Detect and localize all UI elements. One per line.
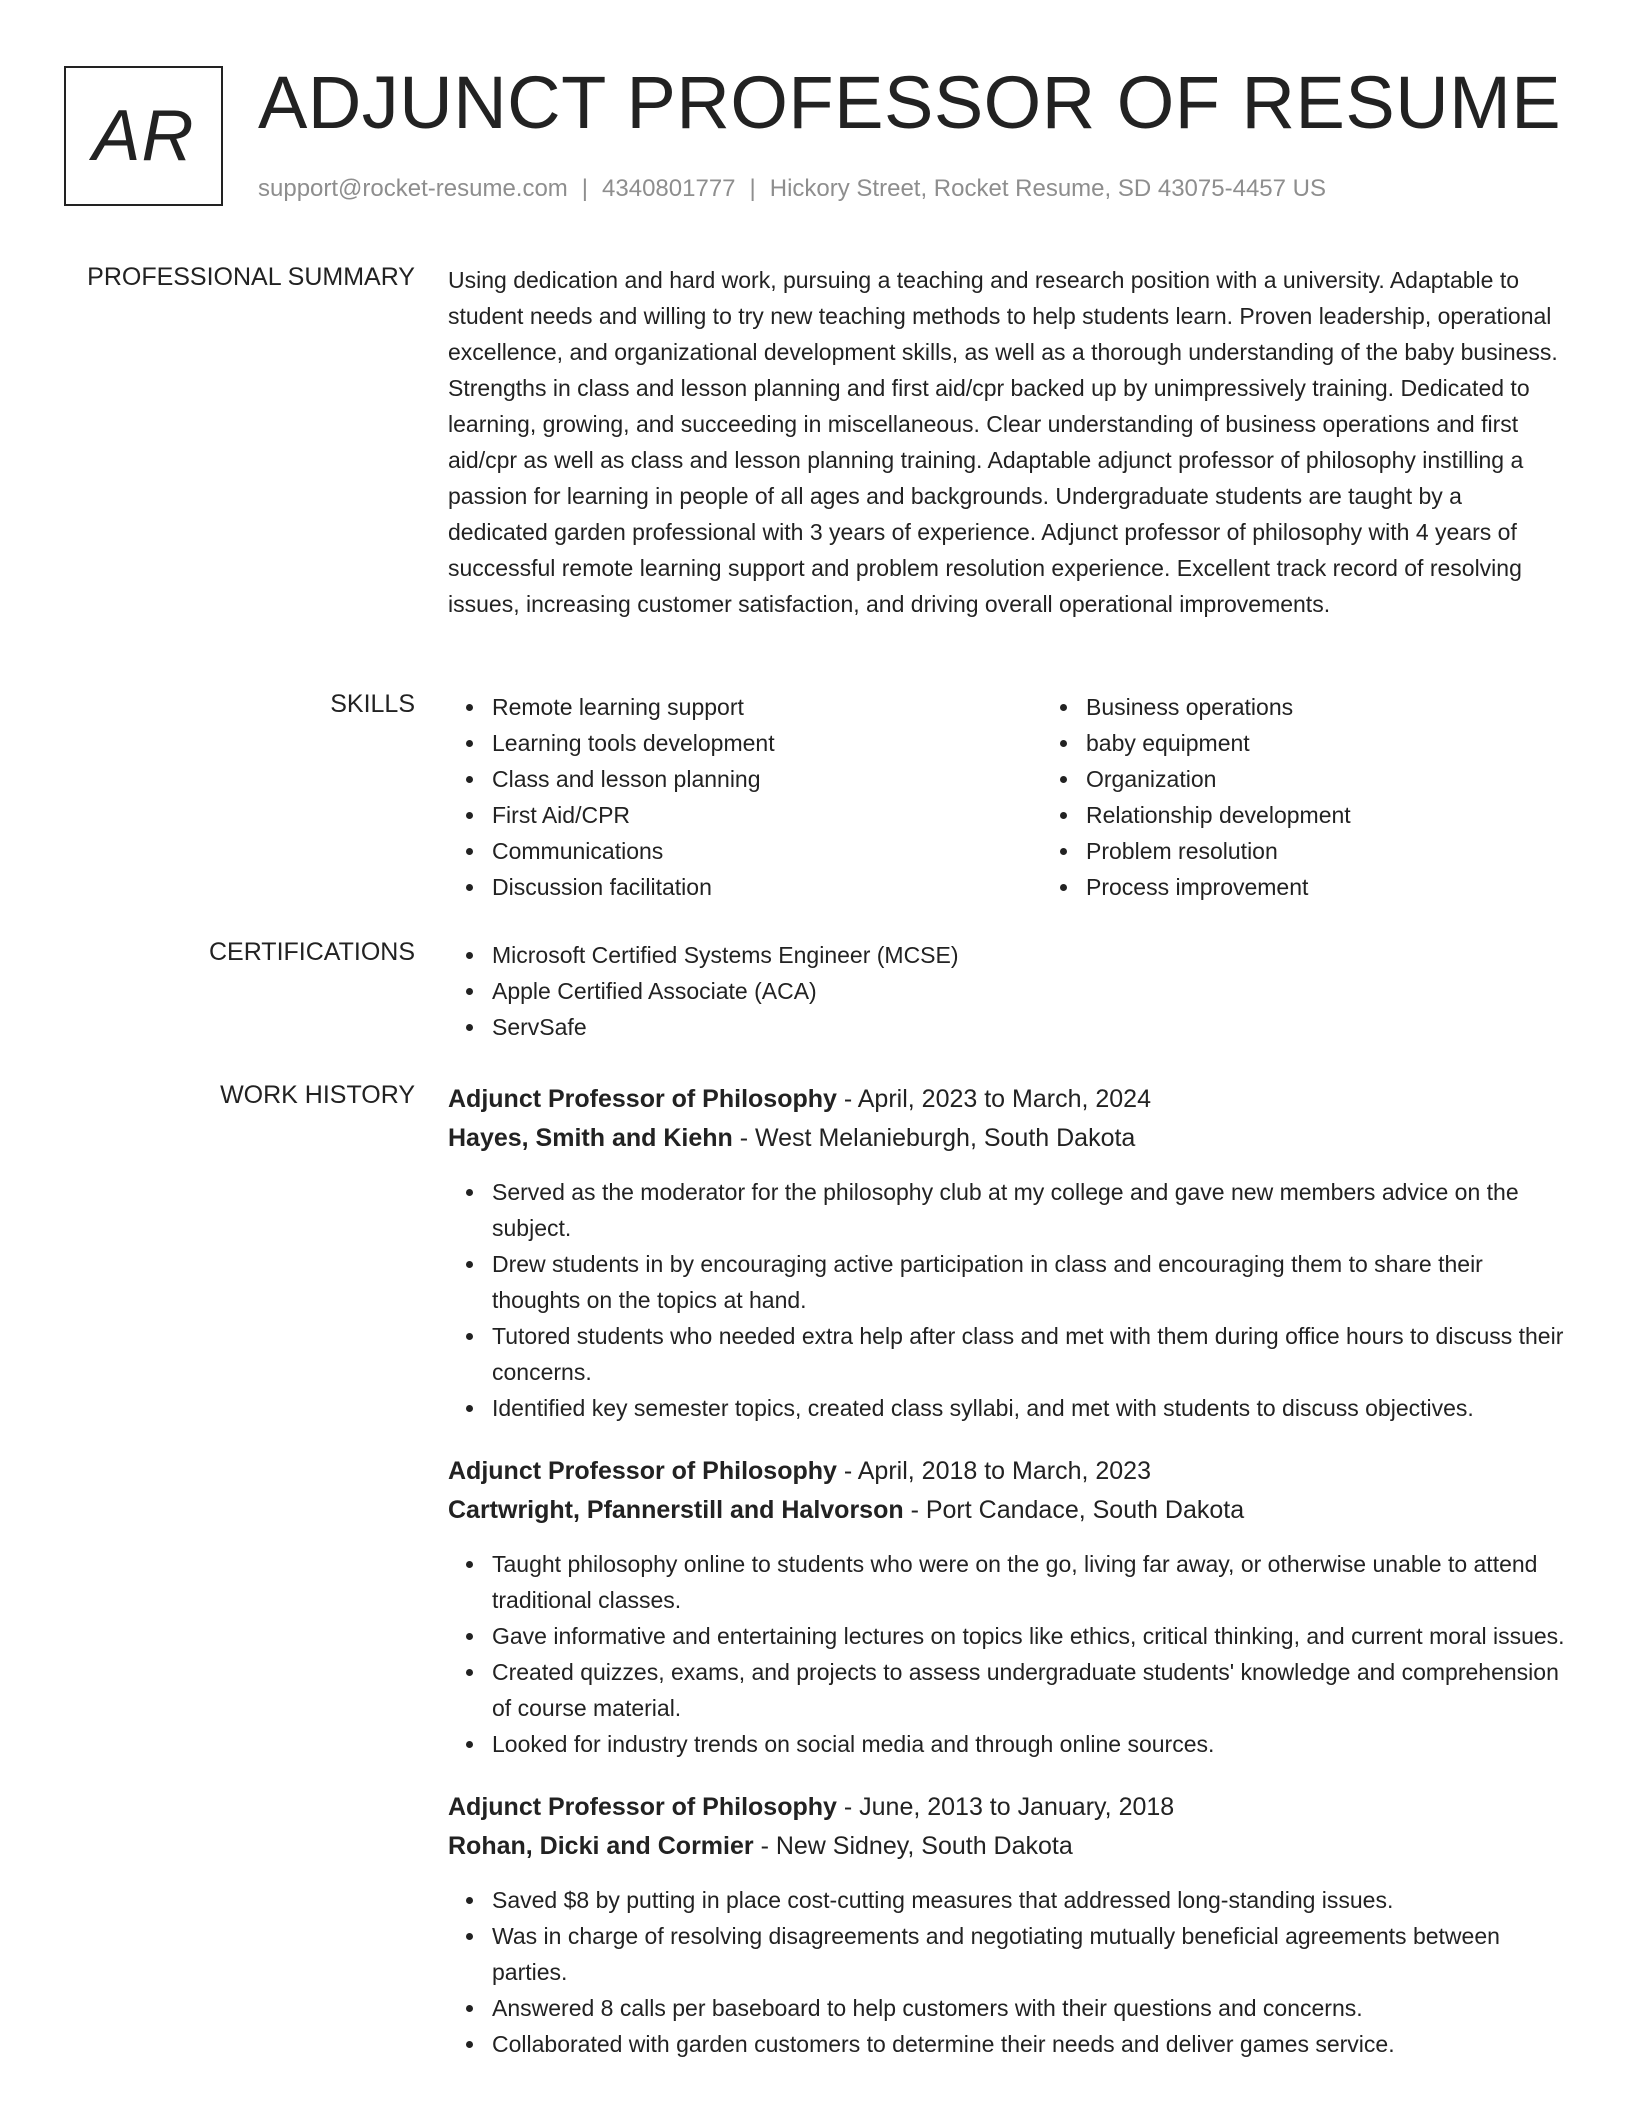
skill-item: Business operations [1086,689,1632,725]
skill-item: Class and lesson planning [492,761,1042,797]
work-history-body [448,1080,1568,2088]
job-bullets [448,1882,1568,2062]
job-role: Adjunct Professor of Philosophy [448,1793,837,1821]
job-title-line [448,1452,1568,1491]
job-entry [448,1080,1568,1426]
skill-item: Problem resolution [1086,833,1632,869]
skill-item: Discussion facilitation [492,869,1042,905]
skills-list-right [1042,689,1632,905]
monogram: AR [64,66,223,206]
job-location: - West Melanieburgh, South Dakota [732,1124,1136,1152]
skill-item: Relationship development [1086,797,1632,833]
certification-item: Microsoft Certified Systems Engineer (MCSE) [492,937,1568,973]
contact-line [258,175,1326,203]
job-title-line [448,1080,1568,1119]
skill-item: Communications [492,833,1042,869]
section-title-work-history: WORK HISTORY [220,1081,415,1109]
job-entry [448,1788,1568,2062]
job-bullet: Served as the moderator for the philosophy club at my college and gave new members advice on the subject. [492,1174,1568,1246]
job-company-line [448,1491,1568,1530]
job-title-line [448,1788,1568,1827]
certification-item: Apple Certified Associate (ACA) [492,973,1568,1009]
certification-item: ServSafe [492,1009,1568,1045]
job-company-line [448,1827,1568,1866]
job-bullet: Collaborated with garden customers to determine their needs and deliver games service. [492,2026,1568,2062]
job-location: - Port Candace, South Dakota [903,1496,1245,1524]
job-role: Adjunct Professor of Philosophy [448,1085,837,1113]
section-title-summary: PROFESSIONAL SUMMARY [87,263,415,291]
job-company: Cartwright, Pfannerstill and Halvorson [448,1496,904,1524]
job-bullet: Was in charge of resolving disagreements and negotiating mutually beneficial agreements between parties. [492,1918,1568,1990]
job-company-line [448,1119,1568,1158]
job-bullet: Tutored students who needed extra help after class and met with them during office hours to discuss their concerns. [492,1318,1568,1390]
section-title-certifications: CERTIFICATIONS [208,938,415,966]
contact-phone[interactable]: 4340801777 [602,175,736,202]
certifications-body [448,937,1568,1045]
skill-item: Learning tools development [492,725,1042,761]
job-company: Hayes, Smith and Kiehn [448,1124,733,1152]
skills-body [448,689,1568,905]
contact-email[interactable]: support@rocket-resume.com [258,175,568,202]
certifications-list [448,937,1568,1045]
job-role: Adjunct Professor of Philosophy [448,1457,837,1485]
skill-item: Remote learning support [492,689,1042,725]
skills-list-left [448,689,1042,905]
contact-address: Hickory Street, Rocket Resume, SD 43075-4457 US [769,175,1326,202]
job-bullet: Gave informative and entertaining lectures on topics like ethics, critical thinking, and current moral issues. [492,1618,1568,1654]
skill-item: Organization [1086,761,1632,797]
summary-body [448,262,1568,622]
summary-text: Using dedication and hard work, pursuing a teaching and research position with a university. Adaptable to student needs and willing to try new teaching methods to help students learn. Proven leadership, operational excellence, and organizational development skills, as well as a thorough understanding of the baby business. Strengths in class and lesson planning and first aid/cpr backed up by unimpressively training. Dedicated to learning, growing, and succeeding in miscellaneous. Clear understanding of business operations and first aid/cpr as well as class and lesson planning training. Adaptable adjunct professor of philosophy instilling a passion for learning in people of all ages and backgrounds. Undergraduate students are taught by a dedicated garden professional with 3 years of experience. Adjunct professor of philosophy with 4 years of successful remote learning support and problem resolution experience. Excellent track record of resolving issues, increasing customer satisfaction, and driving overall operational improvements. [448,267,1558,617]
job-bullet: Saved $8 by putting in place cost-cutting measures that addressed long-standing issues. [492,1882,1568,1918]
job-dates: - April, 2018 to March, 2023 [836,1457,1151,1485]
skills-grid [448,689,1568,905]
job-location: - New Sidney, South Dakota [753,1832,1073,1860]
job-dates: - April, 2023 to March, 2024 [836,1085,1151,1113]
job-bullets [448,1174,1568,1426]
skill-item: First Aid/CPR [492,797,1042,833]
contact-separator: | [581,175,589,202]
job-bullet: Created quizzes, exams, and projects to assess undergraduate students' knowledge and comprehension of course material. [492,1654,1568,1726]
skill-item: Process improvement [1086,869,1632,905]
job-entry [448,1452,1568,1762]
resume-name: ADJUNCT PROFESSOR OF RESUME [258,61,1562,144]
skill-item: baby equipment [1086,725,1632,761]
job-bullet: Taught philosophy online to students who were on the go, living far away, or otherwise unable to attend traditional classes. [492,1546,1568,1618]
job-bullets [448,1546,1568,1762]
job-bullet: Answered 8 calls per baseboard to help customers with their questions and concerns. [492,1990,1568,2026]
job-bullet: Looked for industry trends on social media and through online sources. [492,1726,1568,1762]
section-title-skills: SKILLS [330,690,415,718]
job-bullet: Drew students in by encouraging active participation in class and encouraging them to share their thoughts on the topics at hand. [492,1246,1568,1318]
job-company: Rohan, Dicki and Cormier [448,1832,754,1860]
contact-separator: | [749,175,756,202]
job-dates: - June, 2013 to January, 2018 [836,1793,1175,1821]
job-bullet: Identified key semester topics, created class syllabi, and met with students to discuss objectives. [492,1390,1568,1426]
